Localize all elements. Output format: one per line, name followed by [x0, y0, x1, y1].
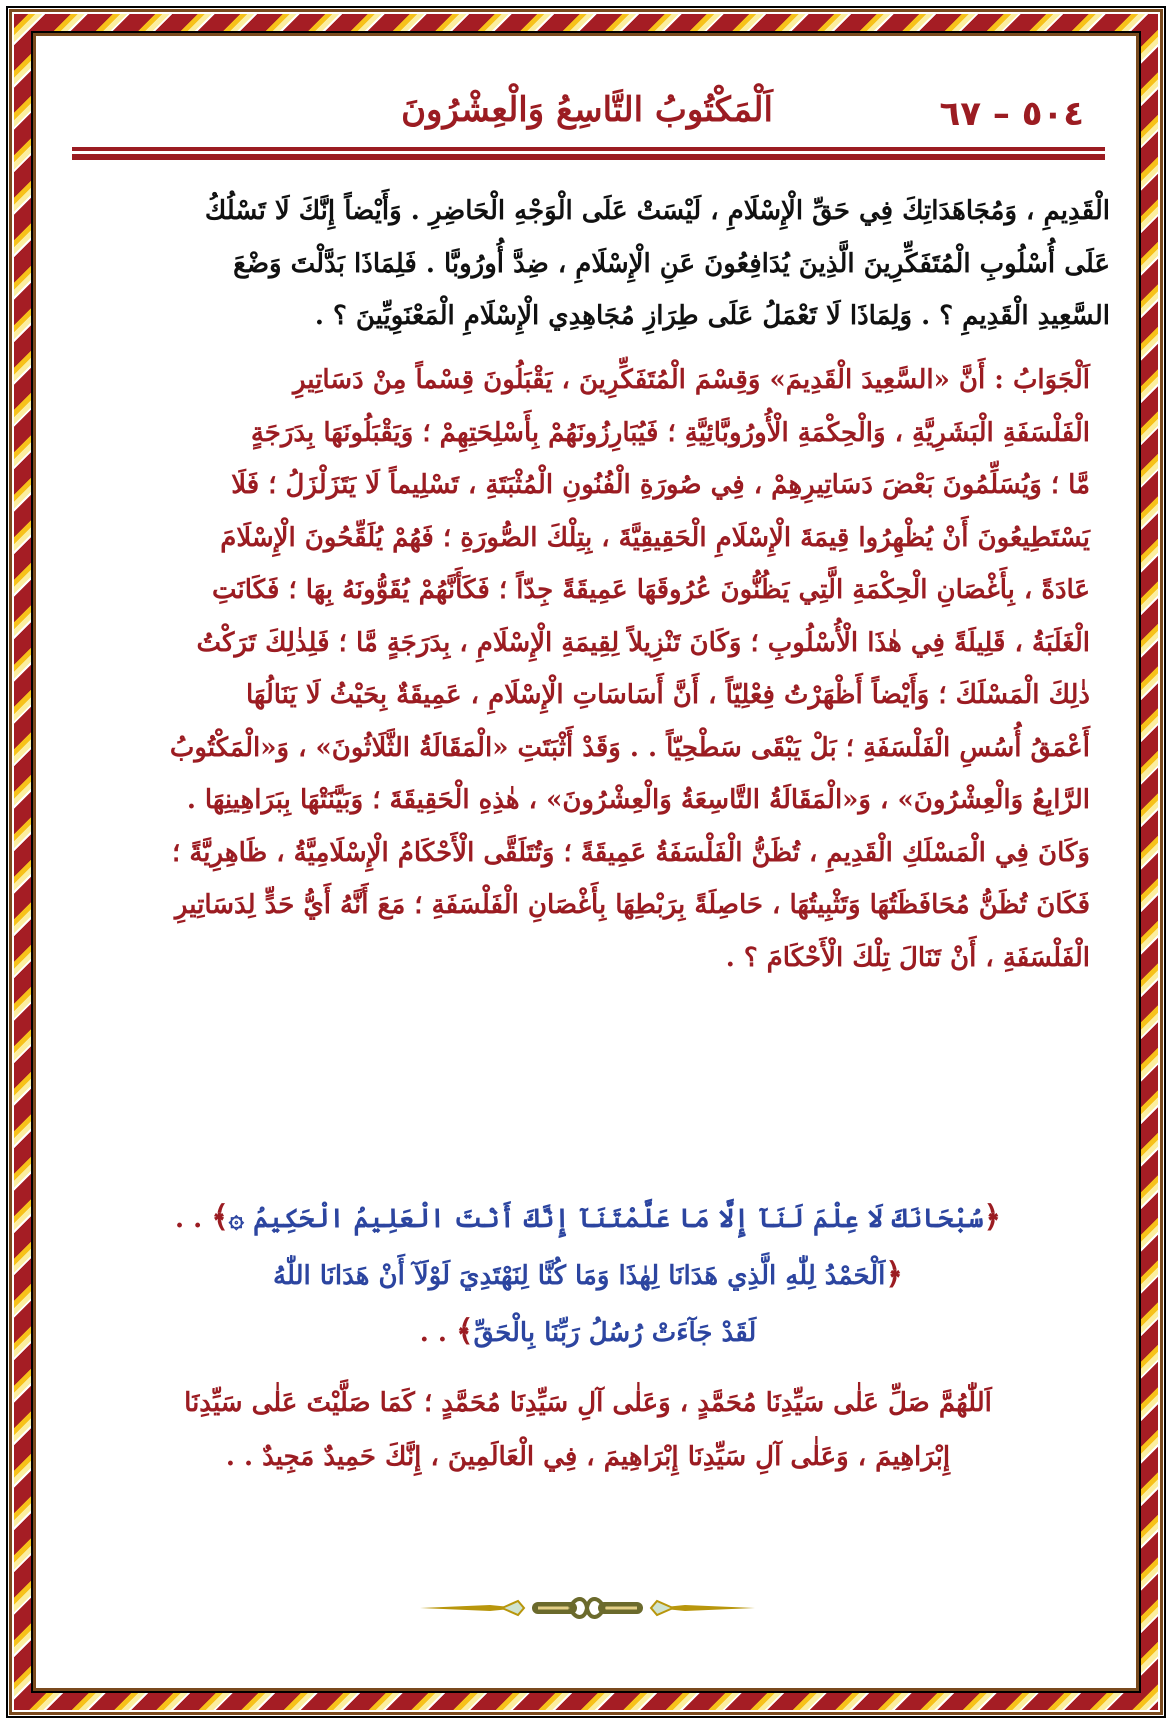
- text-line: فَكَانَ تُظَنُّ مُحَافَظَتُهَا وَتَثْبِيتُهَا ، حَاصِلَةً بِرَبْطِهَا بِأَغْصَانِ الْفَلْسَفَةِ ؛ مَعَ أَنَّهُ أَيُّ حَدٍّ لِدَسَاتِيرِ: [174, 890, 1090, 920]
- quran-verses: [66, 1190, 1110, 1361]
- verse-line: ﴿سُبْحَانَكَ لَا عِلْمَ لَنَآ إِلَّا مَا عَلَّمْتَنَآ إِنَّكَ أَنْتَ الْعَلِيمُ الْحَكِيمُ ۞﴾ . .: [174, 1200, 1002, 1235]
- closing-prayer: [66, 1376, 1110, 1484]
- text-line: وَكَانَ فِي الْمَسْلَكِ الْقَدِيمِ ، تُظَنُّ الْفَلْسَفَةُ عَمِيقَةً ؛ وَتُتَلَقَّى الْأَحْكَامُ الْإِسْلَامِيَّةُ ، ظَاهِرِيَّةً ؛: [172, 837, 1090, 868]
- text-line: عَادَةً ، بِأَغْصَانِ الْحِكْمَةِ الَّتِي يَظُنُّونَ عُرُوقَهَا عَمِيقَةً جِدّاً ؛ فَكَأَنَّهُمْ يُقَوُّونَهُ بِهَا ؛ فَكَانَتِ: [211, 575, 1090, 605]
- verse-open-ornament-icon: ﴿: [885, 1257, 903, 1292]
- text-line: إِبْرَاهِيمَ ، وَعَلٰى آلِ سَيِّدِنَا إِبْرَاهِيمَ ، فِي الْعَالَمِينَ ، إِنَّكَ حَمِيدٌ مَجِيدٌ . .: [225, 1442, 951, 1472]
- text-line: الْقَدِيمِ ، وَمُجَاهَدَاتِكَ فِي حَقِّ الْإِسْلَامِ ، لَيْسَتْ عَلَى الْوَجْهِ الْحَاضِرِ . وَأَيْضاً إِنَّكَ لَا تَسْلُكُ: [204, 196, 1110, 226]
- text-line: الْغَلَبَةُ ، قَلِيلَةً فِي هٰذَا الْأُسْلُوبِ ؛ وَكَانَ تَنْزِيلاً لِقِيمَةِ الْإِسْلَامِ ، بِدَرَجَةٍ مَّا ؛ فَلِذٰلِكَ تَرَكْتُ: [196, 627, 1090, 658]
- text-line: أَعْمَقُ أُسُسِ الْفَلْسَفَةِ ؛ بَلْ يَبْقَى سَطْحِيّاً . . وَقَدْ أَثْبَتَتِ «الْمَقَالَةُ الثَّلَاثُونَ» ، وَ«الْمَكْتُوبُ: [169, 732, 1090, 763]
- chapter-title: اَلْمَكْتُوبُ التَّاسِعُ وَالْعِشْرُونَ: [401, 90, 773, 130]
- text-line: اَللّٰهُمَّ صَلِّ عَلٰى سَيِّدِنَا مُحَمَّدٍ ، وَعَلٰى آلِ سَيِّدِنَا مُحَمَّدٍ ؛ كَمَا صَلَّيْتَ عَلٰى سَيِّدِنَا: [184, 1388, 992, 1418]
- text-line: عَلَى أُسْلُوبِ الْمُتَفَكِّرِينَ الَّذِينَ يُدَافِعُونَ عَنِ الْإِسْلَامِ ، ضِدَّ أُورُوبَّا . فَلِمَاذَا بَدَّلْتَ وَضْعَ: [233, 248, 1110, 279]
- text-line: الْفَلْسَفَةِ ، أَنْ تَنَالَ تِلْكَ الْأَحْكَامَ ؟ .: [725, 942, 1090, 973]
- text-line: اَلْجَوَابُ : أَنَّ «السَّعِيدَ الْقَدِيمَ» وَقِسْمَ الْمُتَفَكِّرِينَ ، يَقْبَلُونَ قِسْماً مِنْ دَسَاتِيرِ: [292, 365, 1090, 395]
- header-rule-thick: [72, 154, 1105, 160]
- text-line: السَّعِيدِ الْقَدِيمِ ؟ . وَلِمَاذَا لَا تَعْمَلُ عَلَى طِرَازِ مُجَاهِدِي الْإِسْلَامِ الْمَعْنَوِيِّينَ ؟ .: [314, 301, 1110, 331]
- page-number: ٥٠٤ – ٦٧: [939, 94, 1084, 134]
- end-ornament-icon: [420, 1596, 755, 1620]
- verse-close-ornament-icon: ﴾: [211, 1200, 229, 1235]
- verse-open-ornament-icon: ﴿: [983, 1200, 1002, 1235]
- text-line: يَسْتَطِيعُونَ أَنْ يُظْهِرُوا قِيمَةَ الْإِسْلَامِ الْحَقِيقِيَّةَ ، بِتِلْكَ الصُّورَةِ ؛ فَهُمْ يُلَقِّحُونَ الْإِسْلَامَ: [220, 522, 1090, 553]
- verse-close-ornament-icon: ﴾: [455, 1314, 474, 1349]
- text-line: ذٰلِكَ الْمَسْلَكَ ؛ وَأَيْضاً أَظْهَرْتُ فِعْلِيّاً ، أَنَّ أَسَاسَاتِ الْإِسْلَامِ ، عَمِيقَةٌ بِحَيْثُ لَا يَنَالُهَا: [245, 680, 1090, 710]
- text-line: الْفَلْسَفَةِ الْبَشَرِيَّةِ ، وَالْحِكْمَةِ الْأُورُوبَّائِيَّةِ ؛ فَيُبَارِزُونَهُمْ بِأَسْلِحَتِهِمْ ؛ وَيَقْبَلُونَهَا بِدَرَجَةٍ: [250, 417, 1090, 448]
- answer-paragraph: [66, 354, 1110, 984]
- question-paragraph: [66, 185, 1110, 343]
- text-line: الرَّابِعُ وَالْعِشْرُونَ» ، وَ«الْمَقَالَةُ التَّاسِعَةُ وَالْعِشْرُونَ» ، هٰذِهِ الْحَقِيقَةَ ؛ وَبَيَّنَتْهَا بِبَرَاهِينِهَا .: [186, 785, 1090, 815]
- page-header: [72, 88, 1102, 136]
- verse-line: ﴿اَلْحَمْدُ لِلّٰهِ الَّذِي هَدَانَا لِهٰذَا وَمَا كُنَّا لِنَهْتَدِيَ لَوْلَآ أَنْ هَدَانَا اللّٰهُ: [273, 1257, 903, 1292]
- page-content: [40, 40, 1132, 1684]
- header-rule-thin: [72, 147, 1105, 151]
- verse-line: لَقَدْ جَآءَتْ رُسُلُ رَبِّنَا بِالْحَقِّ﴾ . .: [419, 1314, 757, 1349]
- text-line: مَّا ؛ وَيُسَلِّمُونَ بَعْضَ دَسَاتِيرِهِمْ ، فِي صُورَةِ الْفُنُونِ الْمُثْبَتَةِ ، تَسْلِيماً لَا يَتَزَلْزَلُ ؛ فَلَا: [231, 470, 1090, 500]
